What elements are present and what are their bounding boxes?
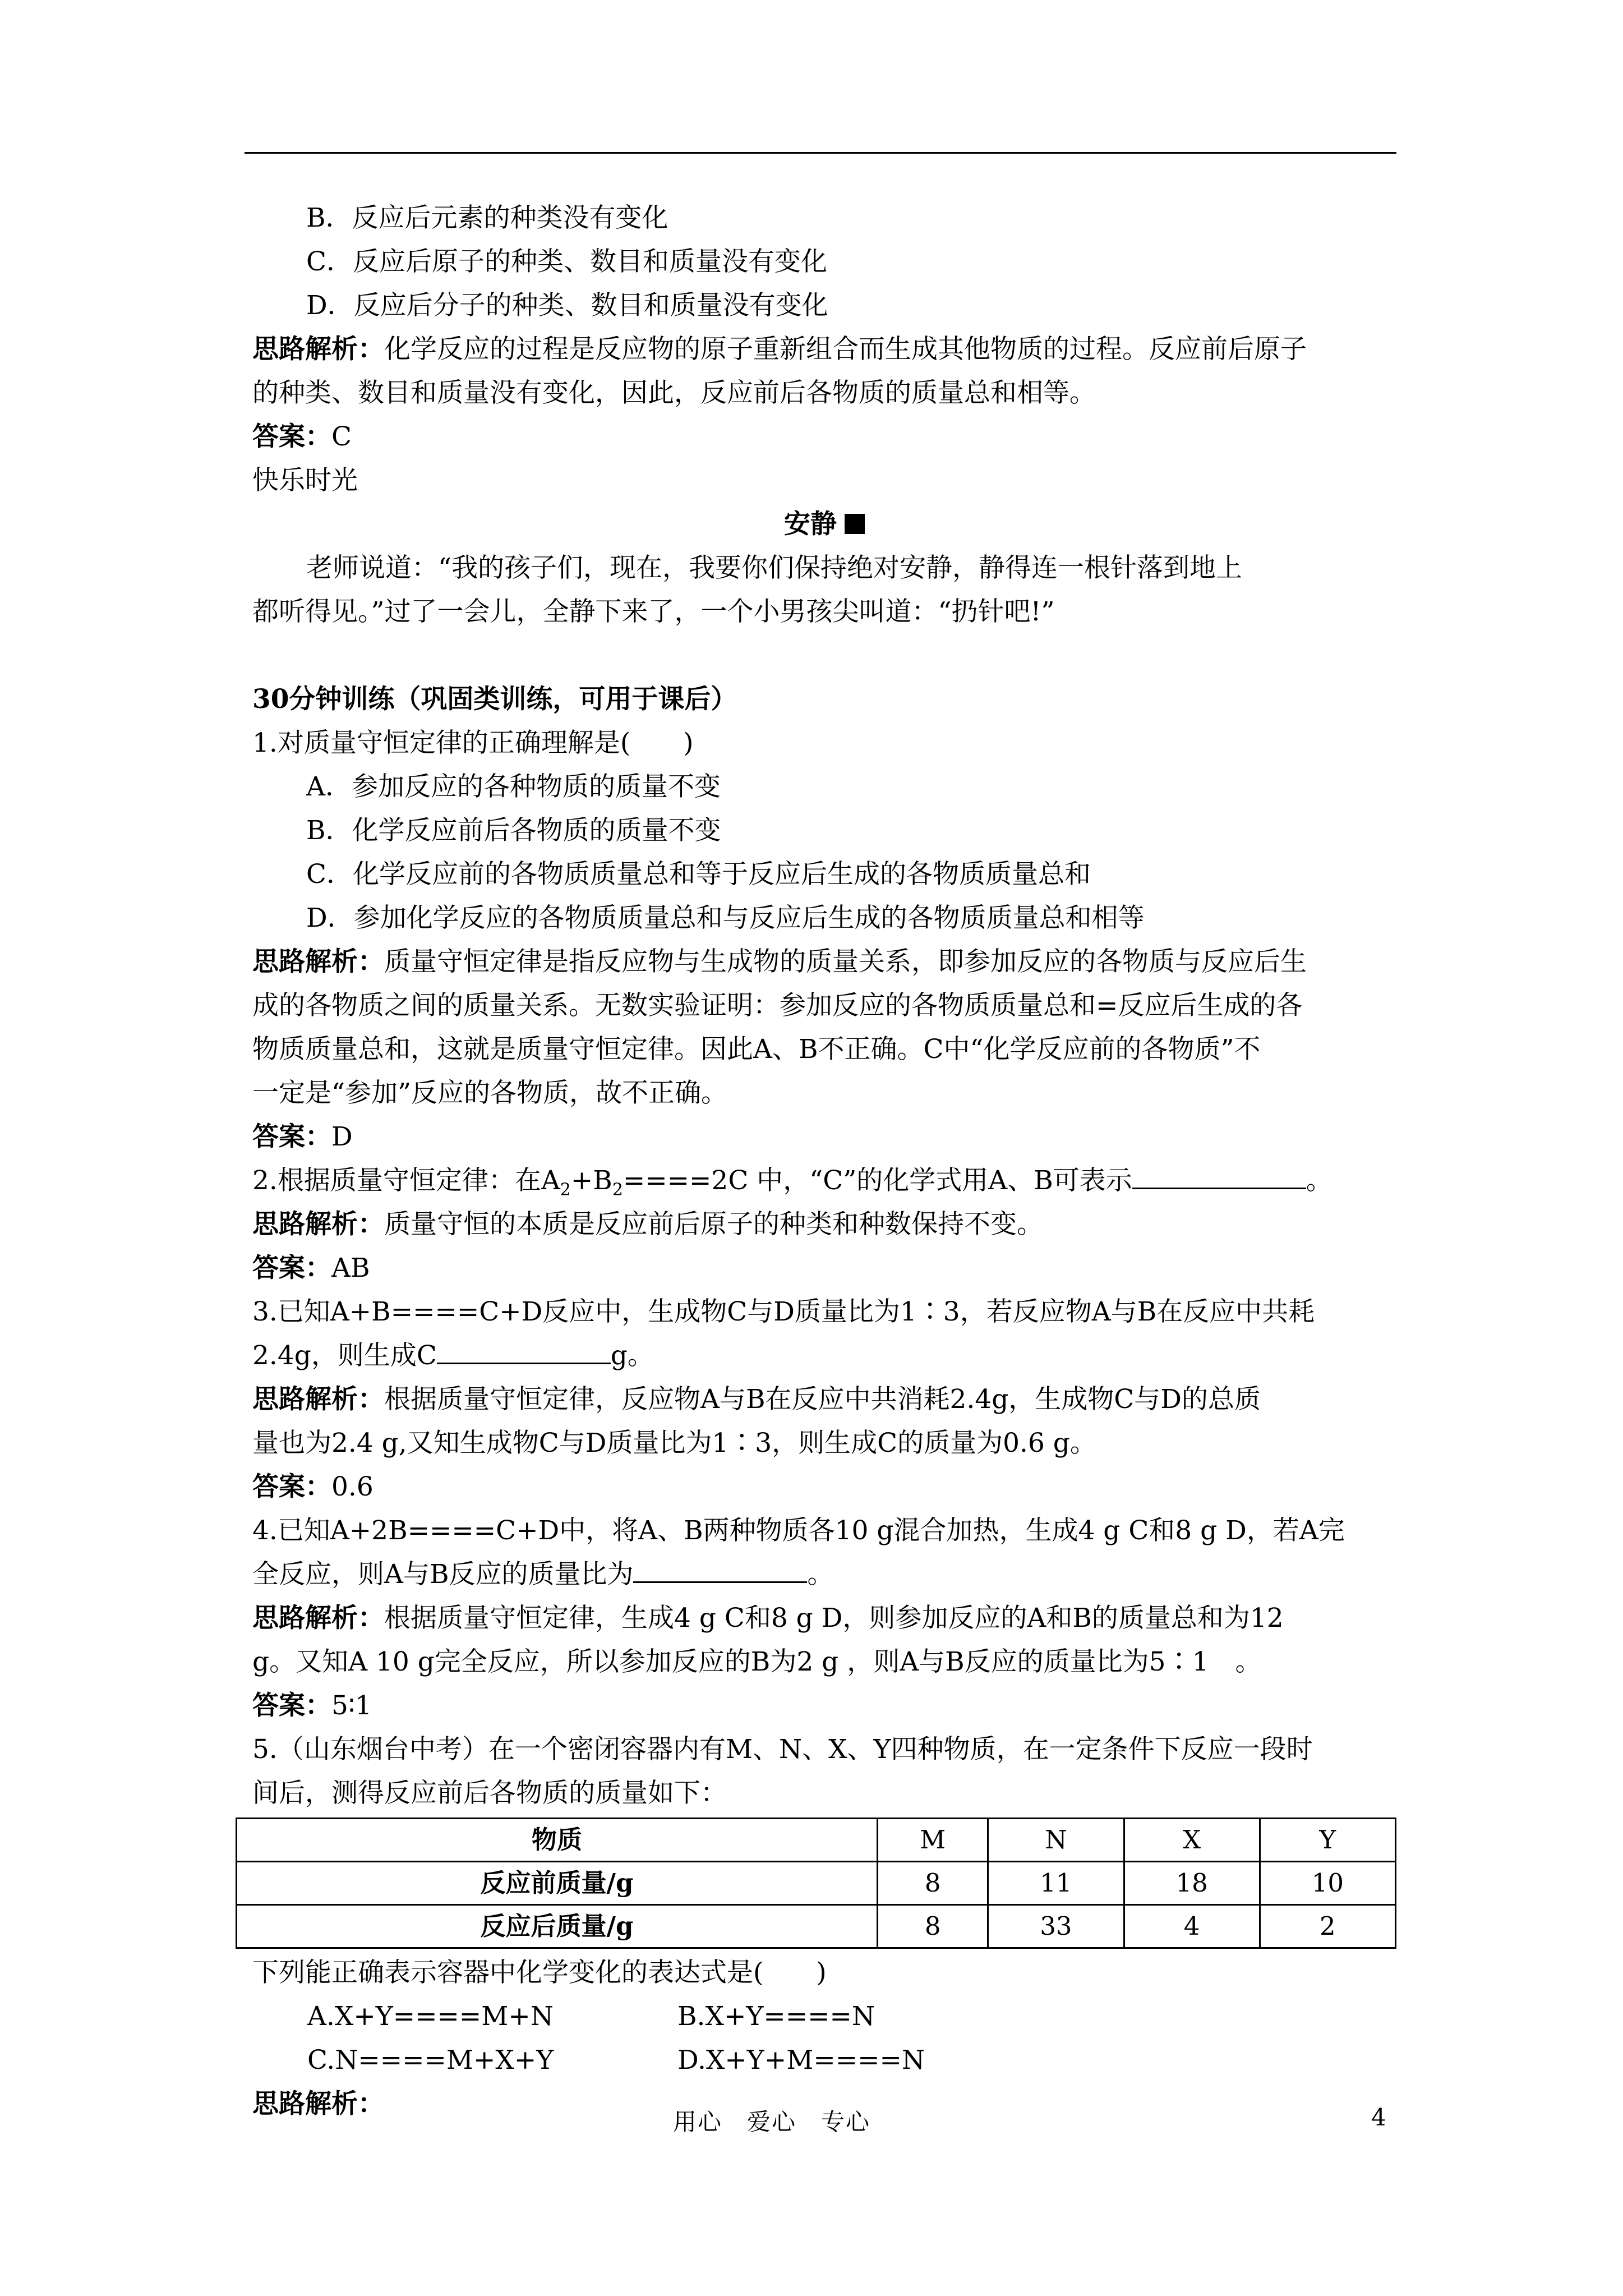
story-body: 老师说道：“我的孩子们，现在，我要你们保持绝对安静，静得连一根针落到地上 <box>306 553 1243 583</box>
table-row <box>237 1905 1396 1948</box>
analysis-line: 量也为2.4 g,又知生成物C与D质量比为1∶3，则生成C的质量为0.6 g。 <box>252 1428 1096 1458</box>
analysis-text: 化学反应的过程是反应物的原子重新组合而生成其他物质的过程。反应前后原子 <box>384 334 1307 365</box>
analysis <box>252 328 1396 371</box>
table-row <box>237 1819 1396 1862</box>
answer <box>252 1465 1396 1509</box>
header-rule <box>245 152 1396 154</box>
answer-label: 答案： <box>252 1471 331 1502</box>
story-title-text: 安静 <box>784 509 837 540</box>
table-cell: 33 <box>988 1905 1124 1948</box>
training-heading: 30分钟训练（巩固类训练，可用于课后） <box>252 684 737 715</box>
page-number: 4 <box>1371 2104 1386 2131</box>
options-row <box>252 1995 1396 2039</box>
table-cell: N <box>988 1819 1124 1862</box>
table-cell: 反应后质量/g <box>237 1905 878 1948</box>
analysis-text: 质量守恒定律是指反应物与生成物的质量关系，即参加反应的各物质与反应后生 <box>384 946 1307 977</box>
options-row <box>252 2039 1396 2082</box>
table-cell: 8 <box>878 1905 988 1948</box>
question-stem: 全反应，则A与B反应的质量比为 。 <box>252 1553 1396 1596</box>
analysis <box>252 1596 1396 1640</box>
square-icon <box>845 514 865 534</box>
analysis-label: 思路解析： <box>252 1384 384 1415</box>
answer <box>252 1115 1396 1159</box>
story-body: 都听得见。”过了一会儿，全静下来了，一个小男孩尖叫道：“扔针吧!” <box>252 596 1055 627</box>
analysis-text: 根据质量守恒定律，反应物A与B在反应中共消耗2.4g，生成物C与D的总质 <box>384 1384 1261 1415</box>
table-cell: 4 <box>1124 1905 1260 1948</box>
table-cell: 物质 <box>237 1819 878 1862</box>
question-stem: 3.已知A+B====C+D反应中，生成物C与D质量比为1∶3，若反应物A与B在反应中共耗 <box>252 1296 1315 1327</box>
answer-value: C <box>331 421 352 452</box>
answer-value: 0.6 <box>331 1471 374 1502</box>
question-stem: 间后，测得反应前后各物质的质量如下： <box>252 1778 727 1809</box>
analysis-label: 思路解析： <box>252 2088 384 2119</box>
question-text: 下列能正确表示容器中化学变化的表达式是( ) <box>252 1957 827 1988</box>
answer-label: 答案： <box>252 1253 331 1283</box>
table-cell: 2 <box>1260 1905 1395 1948</box>
analysis-label: 思路解析： <box>252 1209 384 1240</box>
answer-label: 答案： <box>252 1690 331 1721</box>
option-a: A．参加反应的各种物质的质量不变 <box>306 771 721 802</box>
mass-table <box>236 1818 1396 1949</box>
answer-label: 答案： <box>252 421 331 452</box>
analysis-label: 思路解析： <box>252 334 384 365</box>
table-cell: X <box>1124 1819 1260 1862</box>
analysis-line: 成的各物质之间的质量关系。无数实验证明：参加反应的各物质质量总和=反应后生成的各 <box>252 990 1303 1021</box>
option-a: A.X+Y====M+N <box>307 2001 554 2032</box>
answer-value: D <box>331 1121 353 1152</box>
question-stem: 1.对质量守恒定律的正确理解是( ) <box>252 728 694 758</box>
option-c: C.N====M+X+Y <box>307 2045 554 2076</box>
table-cell: 反应前质量/g <box>237 1862 878 1905</box>
footer-motto: 用心 爱心 专心 <box>673 2108 871 2136</box>
analysis-line: 物质质量总和，这就是质量守恒定律。因此A、B不正确。C中“化学反应前的各物质”不 <box>252 1034 1261 1065</box>
analysis-line: 一定是“参加”反应的各物质，故不正确。 <box>252 1078 728 1108</box>
analysis <box>252 1378 1396 1421</box>
question-stem: 2.4g，则生成C g。 <box>252 1334 1396 1378</box>
option-b: B．反应后元素的种类没有变化 <box>306 203 668 233</box>
option-c: C．化学反应前的各物质质量总和等于反应后生成的各物质质量总和 <box>306 859 1091 890</box>
option-c: C．反应后原子的种类、数目和质量没有变化 <box>306 246 827 277</box>
table-cell: 8 <box>878 1862 988 1905</box>
page-content <box>252 196 1396 2126</box>
answer <box>252 1684 1396 1728</box>
option-b: B．化学反应前后各物质的质量不变 <box>306 815 721 846</box>
table-cell: Y <box>1260 1819 1395 1862</box>
analysis-text: 根据质量守恒定律，生成4 g C和8 g D，则参加反应的A和B的质量总和为12 <box>384 1603 1284 1634</box>
analysis-label: 思路解析： <box>252 946 384 977</box>
option-d: D.X+Y+M====N <box>677 2045 925 2076</box>
analysis-text: 质量守恒的本质是反应前后原子的种类和种数保持不变。 <box>384 1209 1043 1240</box>
option-b: B.X+Y====N <box>677 2001 875 2032</box>
table-cell: M <box>878 1819 988 1862</box>
answer-value: 5∶1 <box>331 1690 372 1721</box>
question-stem: 4.已知A+2B====C+D中，将A、B两种物质各10 g混合加热，生成4 g C和8 g D，若A完 <box>252 1515 1345 1546</box>
table-cell: 11 <box>988 1862 1124 1905</box>
analysis-line: 的种类、数目和质量没有变化，因此，反应前后各物质的质量总和相等。 <box>252 378 1096 408</box>
analysis <box>252 940 1396 984</box>
option-d: D．反应后分子的种类、数目和质量没有变化 <box>306 290 828 321</box>
story-title <box>252 503 1396 546</box>
option-d: D．参加化学反应的各物质质量总和与反应后生成的各物质质量总和相等 <box>306 903 1145 933</box>
answer-label: 答案： <box>252 1121 331 1152</box>
answer-blank[interactable] <box>437 1335 611 1364</box>
table-cell: 10 <box>1260 1862 1395 1905</box>
question-stem: 2.根据质量守恒定律：在$A_2+B_2====2C$ 中，“C”的化学式用A、B可表示 。 <box>252 1159 1396 1203</box>
section-label: 快乐时光 <box>252 465 358 496</box>
analysis-line: g。又知A 10 g完全反应，所以参加反应的B为2 g ，则A与B反应的质量比为5∶1 。 <box>252 1646 1262 1677</box>
answer-value: AB <box>331 1253 370 1283</box>
question-stem: 5.（山东烟台中考）在一个密闭容器内有M、N、X、Y四种物质，在一定条件下反应一段时 <box>252 1734 1313 1765</box>
analysis <box>252 1203 1396 1246</box>
table-cell: 18 <box>1124 1862 1260 1905</box>
table-row <box>237 1862 1396 1905</box>
analysis-label: 思路解析： <box>252 1603 384 1634</box>
answer <box>252 1246 1396 1290</box>
answer-blank[interactable] <box>633 1553 807 1583</box>
answer <box>252 415 1396 459</box>
answer-blank[interactable] <box>1132 1159 1306 1189</box>
